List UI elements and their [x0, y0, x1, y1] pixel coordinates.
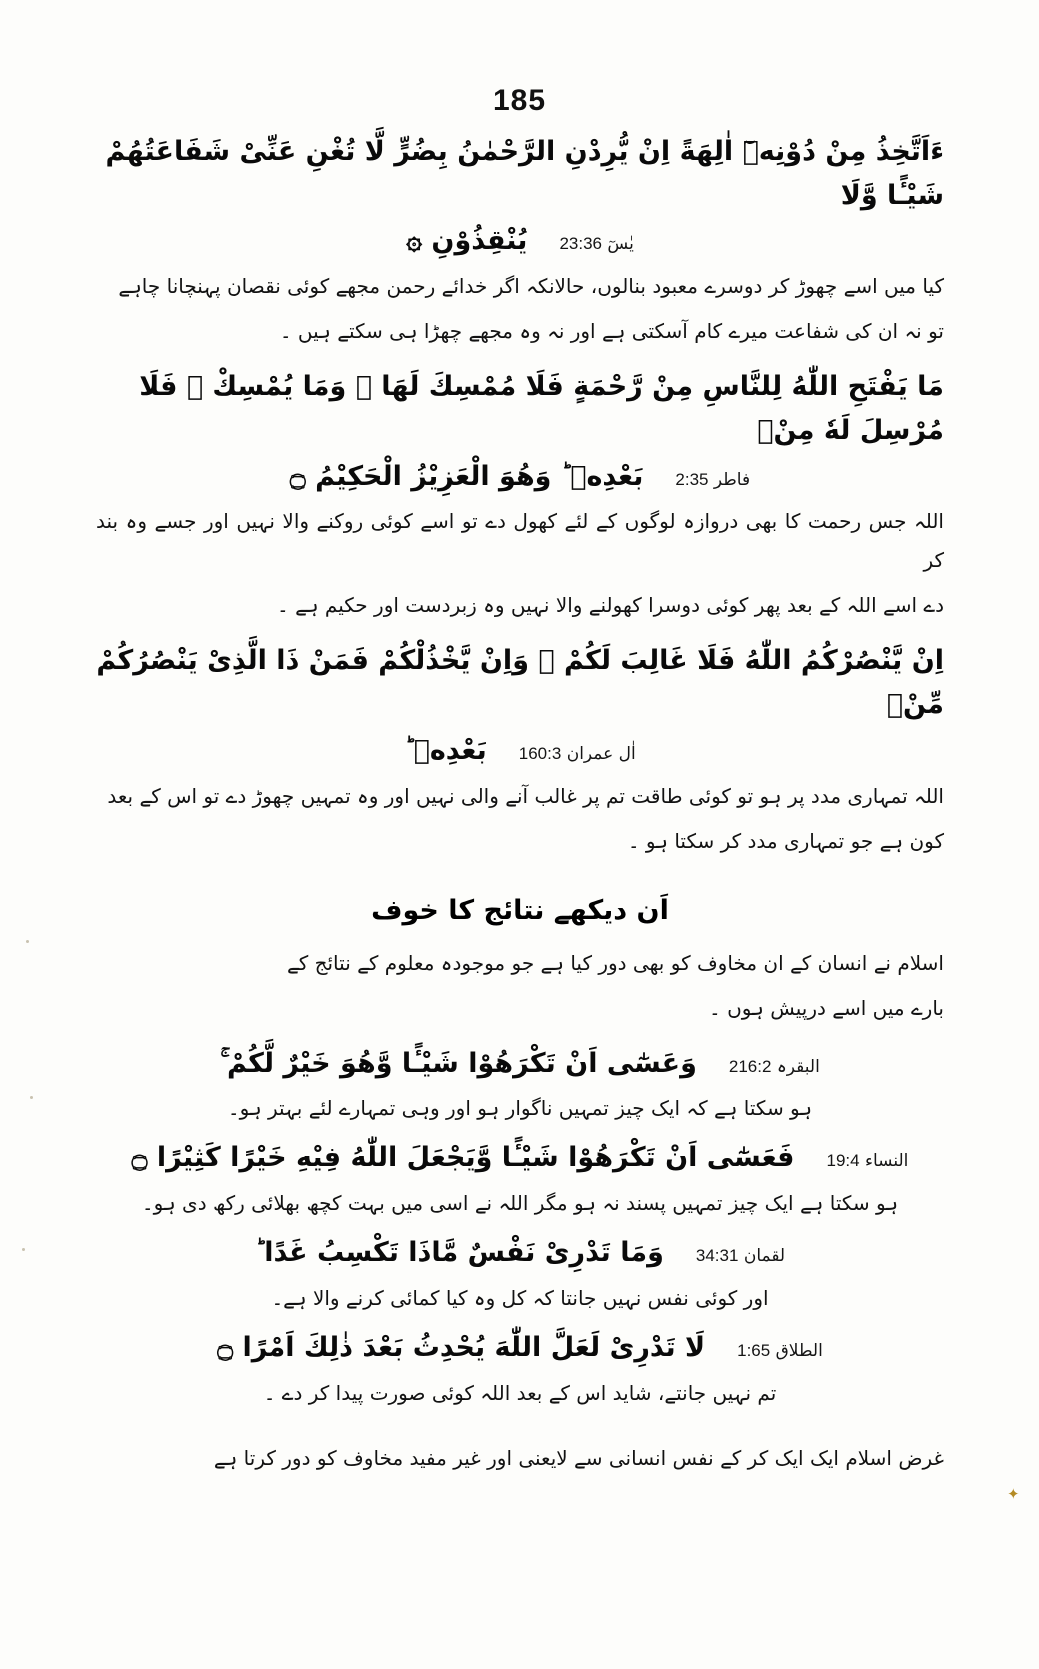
- arabic-line-with-reference: [96, 729, 944, 773]
- verse-reference-number: 19:4: [826, 1151, 860, 1171]
- arabic-line-with-reference: [96, 455, 944, 499]
- verse-reference: [513, 744, 636, 764]
- urdu-translation-line: اور کوئی نفس نہیں جانتا کہ کل وہ کیا کمائی کرنے والا ہے۔: [271, 1285, 769, 1310]
- arabic-line-with-reference: [96, 219, 944, 263]
- urdu-translation-line: تو نہ ان کی شفاعت میرے کام آسکتی ہے اور نہ وہ مجھے چھڑا ہی سکتے ہیں ۔: [279, 319, 944, 344]
- paper-speck: [26, 940, 29, 943]
- urdu-translation-line: ہو سکتا ہے ایک چیز تمہیں پسند نہ ہو مگر اللہ نے اسی میں بہت کچھ بھلائی رکھ دی ہو۔: [141, 1191, 899, 1216]
- verse-reference-label: فاطر: [713, 469, 751, 490]
- arabic-line: ءَاَتَّخِذُ مِنْ دُوْنِهٖٓ اٰلِهَةً اِنْ يُّرِدْنِ الرَّحْمٰنُ بِضُرٍّ لَّا تُغْنِ عَنِّىْ شَفَاعَتُهُمْ شَيْـًٔا وَّلَا: [105, 136, 944, 211]
- verse-reference-label: النساء: [864, 1151, 909, 1172]
- verse-reference-number: 23:36: [559, 234, 602, 254]
- verse-reference-number: 216:2: [728, 1056, 772, 1076]
- arabic-line-with-reference: [96, 1231, 944, 1275]
- verse-section-luqman: [96, 1231, 944, 1318]
- verse-reference: [553, 234, 633, 254]
- urdu-paragraph-line: غرض اسلام ایک ایک کر کے نفس انسانی سے لایعنی اور غیر مفید مخاوف کو دور کرتا ہے: [213, 1445, 944, 1470]
- urdu-translation-line: اللہ تمہاری مدد پر ہو تو کوئی طاقت تم پر غالب آنے والی نہیں اور وہ تمہیں چھوڑ دے تو اس کے بعد: [107, 783, 944, 808]
- verse-reference-number: 160:3: [518, 743, 562, 763]
- verse-reference-label: الطلاق: [775, 1340, 823, 1361]
- urdu-translation-line: دے اسے اللہ کے بعد پھر کوئی دوسرا کھولنے والا نہیں وہ زبردست اور حکیم ہے ۔: [277, 593, 944, 618]
- verse-reference-label: اٰل عمران: [566, 743, 636, 764]
- intro-paragraph: [96, 944, 944, 1028]
- urdu-translation-line: کون ہے جو تمہاری مدد کر سکتا ہو ۔: [627, 828, 944, 853]
- arabic-line-with-reference: [96, 1326, 944, 1370]
- verse-reference: [731, 1341, 823, 1361]
- arabic-line: فَعَسٰٓى اَنْ تَكْرَهُوْا شَيْـًٔا وَّيَجْعَلَ اللّٰهُ فِيْهِ خَيْرًا كَثِيْرًا ۝: [131, 1142, 795, 1174]
- verse-section-yasin: [96, 130, 944, 351]
- verse-reference: [723, 1056, 820, 1077]
- closing-paragraph: [96, 1439, 944, 1478]
- verse-section-nisa: [96, 1136, 944, 1223]
- paper-speck: [30, 1096, 33, 1099]
- verse-reference-number: 1:65: [737, 1340, 771, 1360]
- arabic-line: اِنْ يَّنْصُرْكُمُ اللّٰهُ فَلَا غَالِبَ لَكُمْ ۚ وَاِنْ يَّخْذُلْكُمْ فَمَنْ ذَا الَّذِىْ يَنْصُرُكُمْ مِّنْۢ: [96, 645, 944, 721]
- verse-section-baqarah: [96, 1042, 944, 1129]
- arabic-line: مَا يَفْتَحِ اللّٰهُ لِلنَّاسِ مِنْ رَّحْمَةٍ فَلَا مُمْسِكَ لَهَا ۚ وَمَا يُمْسِكْ ۙ فَلَا مُرْسِلَ لَهٗ مِنْۢ: [139, 371, 944, 446]
- arabic-line-with-reference: [96, 1136, 944, 1180]
- urdu-paragraph-line: اسلام نے انسان کے ان مخاوف کو بھی دور کیا ہے جو موجودہ معلوم کے نتائج کے: [286, 950, 944, 975]
- urdu-translation-line: اللہ جس رحمت کا بھی دروازہ لوگوں کے لئے کھول دے تو اسے کوئی روکنے والا نہیں اور جسے وہ بند کر: [96, 509, 944, 573]
- verse-reference-number: 34:31: [695, 1246, 739, 1266]
- verse-reference-number: 2:35: [675, 469, 709, 489]
- page-corner-mark: ✦: [1007, 1485, 1020, 1503]
- arabic-line: بَعْدِهٖ ؕ: [404, 734, 487, 766]
- arabic-line: بَعْدِهٖ ؕ وَهُوَ الْعَزِيْزُ الْحَكِيْمُ ۝: [289, 460, 644, 492]
- verse-section-fatir: [96, 365, 944, 625]
- verse-reference: [690, 1246, 785, 1266]
- arabic-line-with-reference: [96, 1042, 944, 1086]
- urdu-translation-line: ہو سکتا ہے کہ ایک چیز تمہیں ناگوار ہو اور وہی تمہارے لئے بہتر ہو۔: [227, 1096, 813, 1121]
- page-number: 185: [492, 84, 547, 117]
- verse-reference: [820, 1151, 908, 1171]
- arabic-line: وَعَسٰٓى اَنْ تَكْرَهُوْا شَيْـًٔا وَّهُوَ خَيْرٌ لَّكُمْ ۚ: [220, 1047, 697, 1079]
- arabic-line: وَمَا تَدْرِىْ نَفْسٌ مَّاذَا تَكْسِبُ غَدًا ؕ: [254, 1237, 664, 1269]
- urdu-translation-line: تم نہیں جانتے، شاید اس کے بعد اللہ کوئی صورت پیدا کر دے ۔: [263, 1380, 777, 1405]
- verse-reference-label: لقمان: [743, 1246, 786, 1267]
- arabic-line: لَا تَدْرِىْ لَعَلَّ اللّٰهَ يُحْدِثُ بَعْدَ ذٰلِكَ اَمْرًا ۝: [217, 1331, 706, 1363]
- urdu-paragraph-line: بارے میں اسے درپیش ہوں ۔: [709, 995, 944, 1020]
- urdu-translation-line: کیا میں اسے چھوڑ کر دوسرے معبود بنالوں، حالانکہ اگر خدائے رحمن مجھے کوئی نقصان پہنچانا چاہے: [118, 274, 944, 299]
- verse-section-talaq: [96, 1326, 944, 1413]
- verse-reference-label: البقرہ: [776, 1056, 820, 1077]
- spacer: [96, 1421, 944, 1435]
- paper-speck: [22, 1248, 25, 1251]
- verse-reference-label: يٰسٓ: [607, 234, 634, 255]
- section-heading: اَن دیکھے نتائج کا خوف: [371, 894, 669, 926]
- arabic-line: يُنْقِذُوْنِ ۞: [406, 225, 528, 257]
- page-content: [96, 130, 944, 1486]
- verse-reference: [669, 470, 750, 490]
- verse-section-ale-imran: [96, 639, 944, 860]
